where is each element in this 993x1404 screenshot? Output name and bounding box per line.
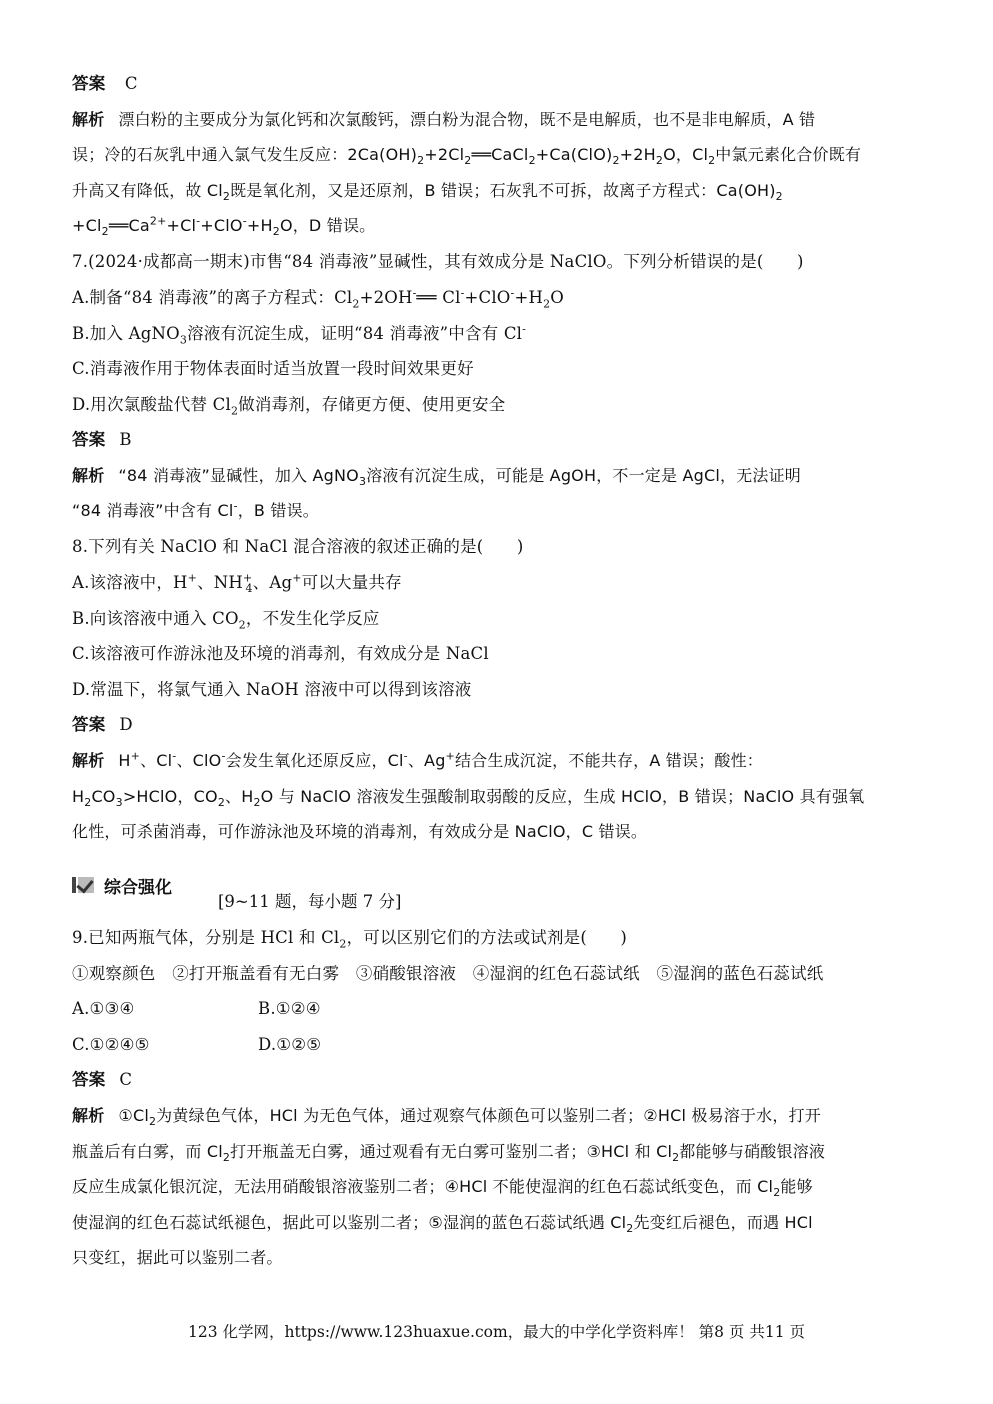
q9-option-a: A.①③④	[72, 999, 135, 1018]
q8-stem: 8.下列有关 NaClO 和 NaCl 混合溶液的叙述正确的是( )	[72, 537, 524, 556]
q8-answer: D	[119, 715, 133, 734]
q9-analysis-line-2: 瓶盖后有白雾，而 $Cl_2$打开瓶盖无白雾，通过观看有无白雾可鉴别二者；③HCl 和 $Cl_2$都能够与硝酸银溶液	[72, 1142, 826, 1165]
q9-answer-line: 答案 C	[72, 1070, 133, 1089]
section-header	[72, 872, 172, 898]
q6-analysis-line-3: 升高又有降低，故 $Cl_2$既是氧化剂，又是还原剂，B 错误；石灰乳不可拆，故离子方程式：$Ca(OH)_2$	[72, 181, 783, 204]
q9-options-row-2	[72, 1033, 922, 1057]
q7-answer: B	[119, 430, 132, 449]
q7-stem: 7.(2024·成都高一期末)市售“84 消毒液”显碱性，其有效成分是 NaClO。下列分析错误的是( )	[72, 252, 804, 271]
q9-answer: C	[119, 1070, 133, 1089]
q6-analysis-line-4: $+Cl_2══Ca^{2+}+Cl^-+ClO^-+H_2O$，D 错误。	[72, 214, 376, 239]
q7-option-c: C.消毒液作用于物体表面时适当放置一段时间效果更好	[72, 359, 474, 378]
q9-analysis-line-3: 反应生成氯化银沉淀，无法用硝酸银溶液鉴别二者；④HCl 不能使湿润的红色石蕊试纸变色，而 $Cl_2$能够	[72, 1177, 813, 1200]
q8-analysis-line-3: 化性，可杀菌消毒，可作游泳池及环境的消毒剂，有效成分是 NaClO，C 错误。	[72, 822, 648, 841]
analysis-label: 解析	[72, 110, 105, 129]
q9-options-row-1	[72, 997, 922, 1021]
q9-option-d: D.①②⑤	[258, 1035, 322, 1054]
q7-analysis-line-2: “84 消毒液”中含有 Cl-，B 错误。	[72, 499, 319, 520]
q8-option-a: A.该溶液中，H+、$NH^+_4$、Ag+可以大量共存	[72, 571, 402, 596]
page-footer: 123 化学网，https://www.123huaxue.com，最大的中学化学资料库！ 第8 页 共11 页	[187, 1323, 805, 1341]
q9-analysis-line-4: 使湿润的红色石蕊试纸褪色，据此可以鉴别二者；⑤湿润的蓝色石蕊试纸遇 $Cl_2$先变红后褪色，而遇 HCl	[72, 1213, 813, 1236]
q6-answer: C	[124, 74, 138, 93]
q6-analysis-line-2: 误；冷的石灰乳中通入氯气发生反应：$2Ca(OH)_2+2Cl_2══CaCl_2+Ca(ClO)_2+2H_2O$，$Cl_2$中氯元素化合价既有	[72, 145, 862, 168]
q8-answer-line: 答案 D	[72, 715, 133, 734]
q7-option-a: A.制备“84 消毒液”的离子方程式：$Cl_2+2OH^-══$ $Cl^-+ClO^-+H_2O$	[72, 286, 565, 311]
q7-analysis-line-1: 解析 “84 消毒液”显碱性，加入 AgNO$_3$溶液有沉淀生成，可能是 AgOH，不一定是 AgCl，无法证明	[72, 466, 802, 489]
q9-stem: 9.已知两瓶气体，分别是 HCl 和 $Cl_2$，可以区别它们的方法或试剂是( )	[72, 928, 628, 951]
q9-analysis-line-5: 只变红，据此可以鉴别二者。	[72, 1248, 283, 1267]
q8-option-c: C.该溶液可作游泳池及环境的消毒剂，有效成分是 NaCl	[72, 644, 489, 663]
q6-answer-line	[72, 72, 922, 96]
section-title: 综合强化	[104, 877, 172, 898]
q8-analysis-line-1: 解析 H+、Cl-、ClO-会发生氧化还原反应，Cl-、Ag+结合生成沉淀，不能共存，A 错误；酸性：	[72, 749, 764, 770]
q9-analysis-line-1: 解析 $①Cl_2$为黄绿色气体，HCl 为无色气体，通过观察气体颜色可以鉴别二者；②HCl 极易溶于水，打开	[72, 1106, 821, 1129]
q7-answer-line: 答案 B	[72, 430, 132, 449]
q8-option-b: B.向该溶液中通入 $CO_2$，不发生化学反应	[72, 609, 380, 632]
q9-option-c: C.①②④⑤	[72, 1035, 150, 1054]
q7-option-b: B.加入 AgNO$_3$溶液有沉淀生成，证明“84 消毒液”中含有 Cl-	[72, 322, 527, 347]
answer-label: 答案	[72, 74, 106, 93]
q9-option-b: B.①②④	[258, 999, 321, 1018]
q9-methods: ①观察颜色 ②打开瓶盖看有无白雾 ③硝酸银溶液 ④湿润的红色石蕊试纸 ⑤湿润的蓝色石蕊试纸	[72, 964, 824, 983]
section-note: [9~11 题，每小题 7 分]	[218, 892, 402, 911]
q8-analysis-line-2: $H_2CO_3>HClO$，$CO_2$、$H_2O$ 与 NaClO 溶液发生强酸制取弱酸的反应，生成 HClO，B 错误；NaClO 具有强氧	[72, 787, 865, 810]
q6-analysis-line-1: 解析 漂白粉的主要成分为氯化钙和次氯酸钙，漂白粉为混合物，既不是电解质，也不是非电解质，A 错	[72, 110, 816, 129]
q8-option-d: D.常温下，将氯气通入 NaOH 溶液中可以得到该溶液	[72, 680, 472, 699]
checkbox-icon	[72, 875, 96, 895]
q7-option-d: D.用次氯酸盐代替 $Cl_2$做消毒剂，存储更方便、使用更安全	[72, 395, 506, 418]
